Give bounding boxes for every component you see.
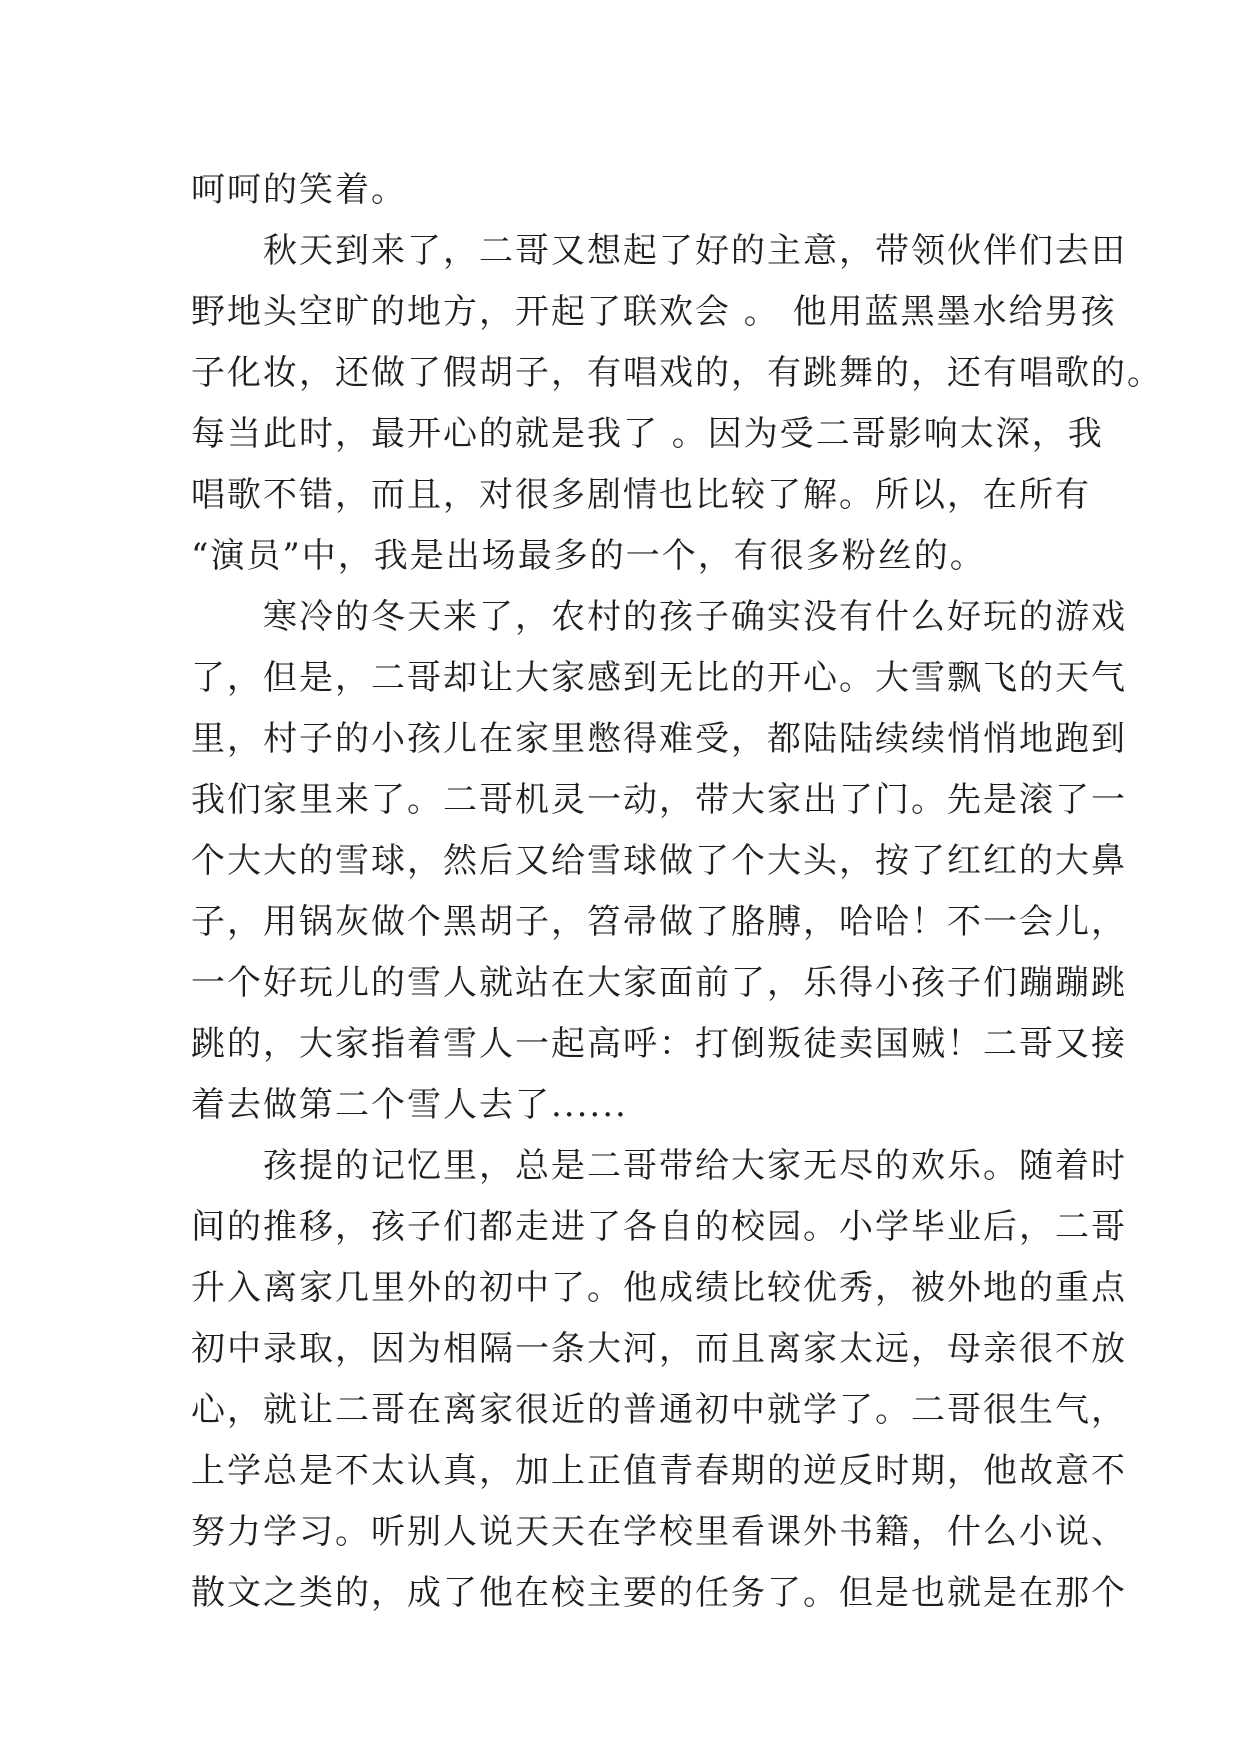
text-line: 秋天到来了，二哥又想起了好的主意，带领伙伴们去田 <box>191 231 1127 271</box>
text-line: 散文之类的，成了他在校主要的任务了。但是也就是在那个 <box>191 1573 1127 1613</box>
text-line: 跳的，大家指着雪人一起高呼：打倒叛徒卖国贼！二哥又接 <box>191 1024 1127 1064</box>
text-line: 每当此时，最开心的就是我了 。因为受二哥影响太深，我 <box>191 414 1104 454</box>
text-line: 一个好玩儿的雪人就站在大家面前了，乐得小孩子们蹦蹦跳 <box>191 963 1127 1003</box>
text-line: 里，村子的小孩儿在家里憋得难受，都陆陆续续悄悄地跑到 <box>191 719 1127 759</box>
text-line: 子化妆，还做了假胡子，有唱戏的，有跳舞的，还有唱歌的。 <box>191 353 1163 393</box>
text-line: 呵呵的笑着。 <box>191 170 407 210</box>
text-line: 唱歌不错，而且，对很多剧情也比较了解。所以，在所有 <box>191 475 1091 515</box>
text-line: 了，但是，二哥却让大家感到无比的开心。大雪飘飞的天气 <box>191 658 1127 698</box>
text-line: 子，用锅灰做个黑胡子，笤帚做了胳膊，哈哈！不一会儿， <box>191 902 1127 942</box>
text-line: 我们家里来了。二哥机灵一动，带大家出了门。先是滚了一 <box>191 780 1127 820</box>
text-line: 寒冷的冬天来了，农村的孩子确实没有什么好玩的游戏 <box>191 597 1127 637</box>
text-line: 间的推移，孩子们都走进了各自的校园。小学毕业后，二哥 <box>191 1207 1127 1247</box>
text-line: 个大大的雪球，然后又给雪球做了个大头，按了红红的大鼻 <box>191 841 1127 881</box>
body-text <box>191 160 1163 1624</box>
text-line: 着去做第二个雪人去了...... <box>191 1085 628 1125</box>
text-line: 孩提的记忆里，总是二哥带给大家无尽的欢乐。随着时 <box>191 1146 1127 1186</box>
text-line: 初中录取，因为相隔一条大河，而且离家太远，母亲很不放 <box>191 1329 1127 1369</box>
text-line: 心，就让二哥在离家很近的普通初中就学了。二哥很生气， <box>191 1390 1127 1430</box>
text-line: “演员”中，我是出场最多的一个，有很多粉丝的。 <box>191 536 986 576</box>
text-line: 升入离家几里外的初中了。他成绩比较优秀，被外地的重点 <box>191 1268 1127 1308</box>
text-line: 上学总是不太认真，加上正值青春期的逆反时期，他故意不 <box>191 1451 1127 1491</box>
text-line: 野地头空旷的地方，开起了联欢会 。 他用蓝黑墨水给男孩 <box>191 292 1117 332</box>
text-line: 努力学习。听别人说天天在学校里看课外书籍，什么小说、 <box>191 1512 1127 1552</box>
